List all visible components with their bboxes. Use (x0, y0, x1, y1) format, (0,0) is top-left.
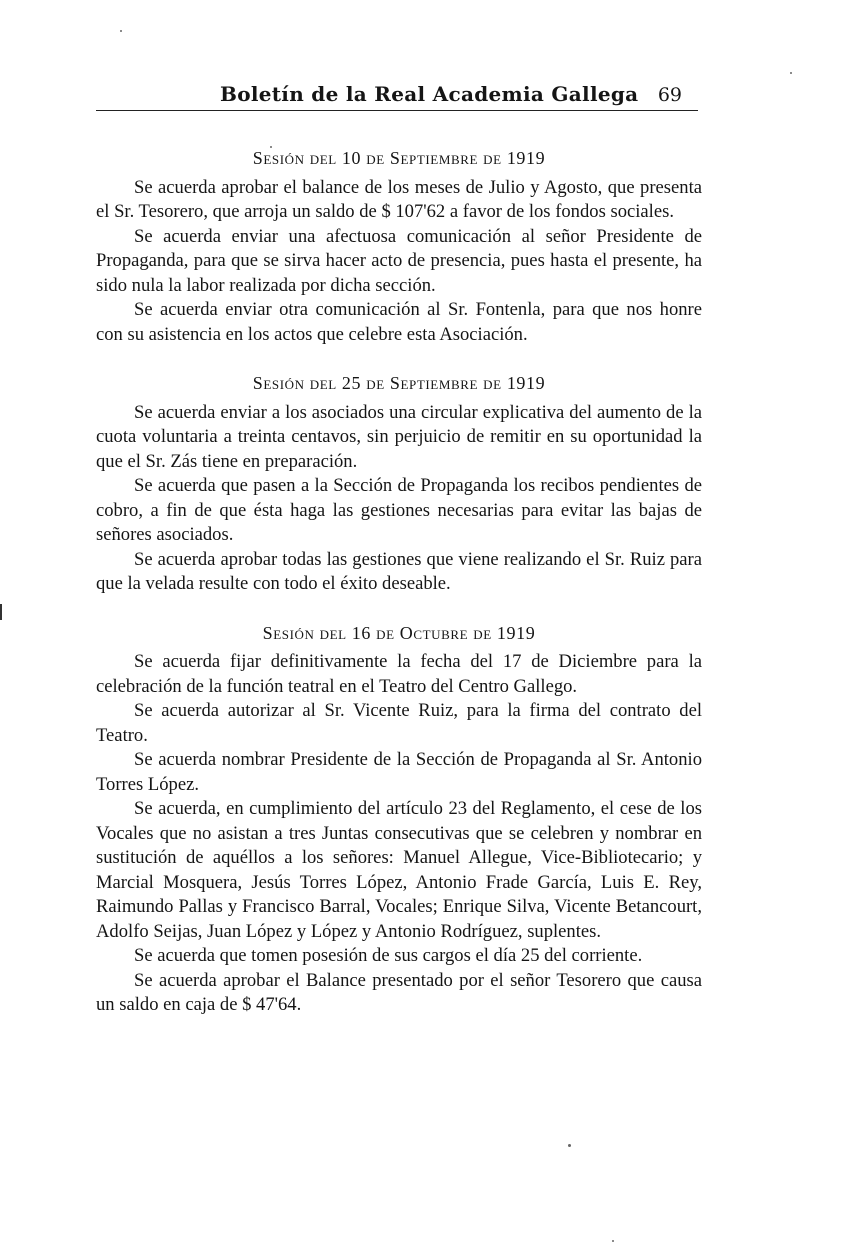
paragraph: Se acuerda enviar otra comunicación al Sr. Fontenla, para que nos honre con su asistencia en los actos que celebre esta Asociación. (96, 299, 702, 345)
paragraph: Se acuerda enviar una afectuosa comunicación al señor Presidente de Propaganda, para que se sirva hacer acto de presencia, pues hasta el presente, ha sido nula la labor realizada por dicha sección. (96, 225, 702, 296)
paragraph: Se acuerda que pasen a la Sección de Propaganda los recibos pendientes de cobro, a fin de que ésta haga las gestiones necesarias para evitar las bajas de señores asociados. (96, 475, 702, 545)
session-block (96, 621, 702, 1018)
scan-speck (612, 1240, 614, 1242)
session-block (96, 371, 702, 597)
scan-edge-mark (0, 604, 2, 620)
document-body (96, 146, 702, 1042)
scan-speck (120, 30, 122, 32)
scan-speck (790, 72, 792, 74)
paragraph: Se acuerda enviar a los asociados una circular explicativa del aumento de la cuota voluntaria a treinta centavos, sin perjuicio de remitir en su oportunidad la que el Sr. Zás tiene en preparación. (96, 401, 702, 472)
page-number: 69 (657, 84, 682, 106)
session-title: Sesión del 10 de Septiembre de 1919 (252, 148, 546, 168)
paragraph: Se acuerda, en cumplimiento del artículo 23 del Reglamento, el cese de los Vocales que no asistan a tres Juntas consecutivas que se celebren y nombrar en sustitución de aquéllos a los señores: Manuel Allegue, Vice-Bibliotecario; y Marcial Mosquera, Jesús Torres López, Antonio Frade García, Luis E. Rey, Raimundo Pallas y Francisco Barral, Vocales; Enrique Silva, Vicente Betancourt, Adolfo Seijas, Juan López y López y Antonio Rodríguez, suplentes. (96, 798, 702, 942)
session-title: Sesión del 25 de Septiembre de 1919 (252, 373, 546, 393)
page-header (96, 76, 698, 112)
scan-speck (568, 1144, 571, 1147)
paragraph: Se acuerda nombrar Presidente de la Sección de Propaganda al Sr. Antonio Torres López. (96, 749, 702, 795)
running-title: Boletín de la Real Academia Gallega (220, 82, 639, 106)
session-title: Sesión del 16 de Octubre de 1919 (262, 622, 536, 643)
scan-speck (270, 146, 272, 148)
header-rule (96, 110, 698, 111)
paragraph: Se acuerda aprobar todas las gestiones que viene realizando el Sr. Ruiz para que la velada resulte con todo el éxito deseable. (96, 548, 702, 594)
paragraph: Se acuerda fijar definitivamente la fecha del 17 de Diciembre para la celebración de la función teatral en el Teatro del Centro Gallego. (96, 651, 702, 697)
paragraph: Se acuerda aprobar el balance de los meses de Julio y Agosto, que presenta el Sr. Tesorero, que arroja un saldo de $ 107'62 a favor de los fondos sociales. (96, 176, 702, 222)
paragraph: Se acuerda que tomen posesión de sus cargos el día 25 del corriente. (134, 945, 643, 966)
session-block (96, 146, 702, 347)
paragraph: Se acuerda autorizar al Sr. Vicente Ruiz, para la firma del contrato del Teatro. (96, 700, 702, 746)
paragraph: Se acuerda aprobar el Balance presentado por el señor Tesorero que causa un saldo en caja de $ 47'64. (96, 969, 702, 1015)
